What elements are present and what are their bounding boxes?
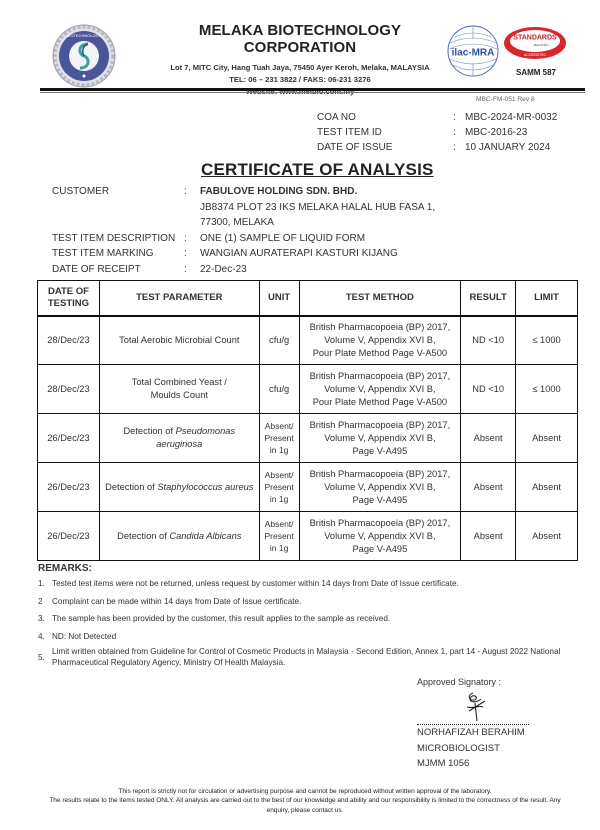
cell-parameter: Detection of Staphylococcus aureus <box>99 463 259 512</box>
document-title: CERTIFICATE OF ANALYSIS <box>201 160 434 179</box>
signature-icon <box>455 689 495 721</box>
signatory-name: NORHAFIZAH BERAHIM <box>417 727 525 738</box>
cell-date: 28/Dec/23 <box>38 316 100 365</box>
test-item-marking-value: WANGIAN AURATERAPI KASTURI KIJANG <box>200 248 398 259</box>
company-info <box>150 22 450 96</box>
remark-text: ND: Not Detected <box>52 631 117 641</box>
company-address: Lot 7, MITC City, Hang Tuah Jaya, 75450 Ayer Keroh, Melaka, MALAYSIA <box>170 63 430 72</box>
date-of-receipt-value: 22-Dec-23 <box>200 263 247 275</box>
remark-text: Complaint can be made within 14 days from Date of Issue certificate. <box>52 596 302 606</box>
cell-date: 26/Dec/23 <box>38 414 100 463</box>
cell-parameter: Total Aerobic Microbial Count <box>99 316 259 365</box>
remark-item <box>38 631 583 642</box>
separator: : <box>184 263 187 275</box>
header-divider-thin <box>40 92 585 93</box>
header-unit: UNIT <box>259 281 299 316</box>
coa-number-value: MBC-2024-MR-0032 <box>465 112 558 123</box>
company-telephone: TEL: 06 – 231 3822 / FAKS: 06-231 3276 <box>229 75 371 84</box>
remark-number: 4. <box>38 631 45 641</box>
customer-address-row-2 <box>52 215 500 231</box>
test-item-marking-label: TEST ITEM MARKING <box>52 248 154 259</box>
accreditation-number: SAMM 587 <box>515 68 556 77</box>
customer-label: CUSTOMER <box>52 186 110 197</box>
cell-limit: Absent <box>516 463 578 512</box>
cell-parameter: Detection of Pseudomonas aeruginosa <box>99 414 259 463</box>
remark-item <box>38 596 583 607</box>
test-item-description-label: TEST ITEM DESCRIPTION <box>52 232 176 244</box>
customer-info <box>52 184 500 277</box>
test-item-id-value: MBC-2016-23 <box>465 127 528 138</box>
test-item-marking-row <box>52 246 500 262</box>
remark-text: Tested test items were not be returned, unless request by customer within 14 days from Date of Issue certificate. <box>52 579 459 588</box>
header-result: RESULT <box>461 281 516 316</box>
cell-limit: ≤ 1000 <box>516 365 578 414</box>
cell-limit: Absent <box>516 512 578 561</box>
date-of-issue-label: DATE OF ISSUE <box>317 142 393 153</box>
test-item-id-label: TEST ITEM ID <box>317 127 382 138</box>
separator: : <box>184 248 187 259</box>
coa-number-label: COA NO <box>317 112 356 123</box>
remark-number: 5. <box>38 653 45 662</box>
table-row <box>38 512 578 561</box>
date-of-receipt-label: DATE OF RECEIPT <box>52 263 141 275</box>
remark-number: 2 <box>38 596 43 606</box>
cell-date: 26/Dec/23 <box>38 463 100 512</box>
cell-result: ND <10 <box>461 316 516 365</box>
date-of-issue-value: 10 JANUARY 2024 <box>465 142 551 153</box>
test-item-description-value: ONE (1) SAMPLE OF LIQUID FORM <box>200 232 366 244</box>
cell-parameter: Detection of Candida Albicans <box>99 512 259 561</box>
cell-method: British Pharmacopoeia (BP) 2017, Volume V, Appendix XVI B, Page V-A495 <box>299 512 461 561</box>
separator: : <box>453 112 456 123</box>
svg-text:STANDARDS: STANDARDS <box>513 34 557 42</box>
standards-malaysia-logo <box>503 26 567 60</box>
separator: : <box>453 142 456 153</box>
header-test-parameter: TEST PARAMETER <box>99 281 259 316</box>
customer-row <box>52 184 500 200</box>
header-divider <box>40 88 585 91</box>
coa-number-row <box>317 110 595 125</box>
date-of-issue-row <box>317 140 595 155</box>
company-seal-logo <box>52 24 116 88</box>
header-test-method: TEST METHOD <box>299 281 461 316</box>
svg-text:ilac-MRA: ilac-MRA <box>451 47 495 59</box>
cell-parameter: Total Combined Yeast / Moulds Count <box>99 365 259 414</box>
coa-details <box>317 110 595 155</box>
svg-text:BIOTECHNOLOGY: BIOTECHNOLOGY <box>66 33 102 38</box>
footer-line-1: This report is strictly not for circulation or advertising purpose and cannot be reproduced without written approval of the laboratory. <box>118 788 492 795</box>
test-item-id-row <box>317 125 595 140</box>
cell-unit: Absent/ Present in 1g <box>259 463 299 512</box>
cell-unit: Absent/ Present in 1g <box>259 414 299 463</box>
table-header-row <box>38 281 578 316</box>
header-date-of-testing: DATE OF TESTING <box>38 281 100 316</box>
cell-result: Absent <box>461 512 516 561</box>
cell-result: ND <10 <box>461 365 516 414</box>
date-of-receipt-row <box>52 262 500 278</box>
header-limit: LIMIT <box>516 281 578 316</box>
cell-method: British Pharmacopoeia (BP) 2017, Volume V, Appendix XVI B, Pour Plate Method Page V-A500 <box>299 365 461 414</box>
separator: : <box>453 127 456 138</box>
footer-line-2: The results relate to the items tested ONLY. All analysis are carried out to the best of our knowledge and ability and our responsibility is limited to the correctness of the result. Any enquiry, please contact us. <box>49 797 561 814</box>
footer-disclaimer <box>40 787 570 815</box>
remark-text: The sample has been provided by the customer, this result applies to the sample as received. <box>52 614 391 623</box>
cell-limit: Absent <box>516 414 578 463</box>
cell-limit: ≤ 1000 <box>516 316 578 365</box>
remarks-section <box>38 563 583 675</box>
cell-method: British Pharmacopoeia (BP) 2017, Volume V, Appendix XVI B, Page V-A495 <box>299 463 461 512</box>
cell-result: Absent <box>461 463 516 512</box>
approved-signatory-label: Approved Signatory : <box>417 677 502 687</box>
signatory-block <box>417 677 529 772</box>
table-row <box>38 414 578 463</box>
signatory-registration: MJMM 1056 <box>417 758 470 769</box>
cell-unit: cfu/g <box>259 365 299 414</box>
cell-date: 26/Dec/23 <box>38 512 100 561</box>
cell-unit: Absent/ Present in 1g <box>259 512 299 561</box>
cell-result: Absent <box>461 414 516 463</box>
company-name: MELAKA BIOTECHNOLOGY CORPORATION <box>198 22 402 56</box>
customer-name: FABULOVE HOLDING SDN. BHD. <box>200 186 358 197</box>
separator: : <box>184 186 187 197</box>
customer-address-row-1 <box>52 200 500 216</box>
separator: : <box>184 232 187 244</box>
form-number: MBC-FM-051 Rev 8 <box>476 96 535 103</box>
cell-method: British Pharmacopoeia (BP) 2017, Volume V, Appendix XVI B, Pour Plate Method Page V-A500 <box>299 316 461 365</box>
table-row <box>38 316 578 365</box>
signatory-title: MICROBIOLOGIST <box>417 742 500 754</box>
svg-text:MALAYSIA: MALAYSIA <box>533 43 549 47</box>
customer-address-line-1: JB8374 PLOT 23 IKS MELAKA HALAL HUB FASA 1, <box>200 201 436 213</box>
remark-item <box>38 578 583 589</box>
remark-number: 3. <box>38 614 45 623</box>
svg-text:ACCREDITED: ACCREDITED <box>523 53 547 57</box>
table-row <box>38 463 578 512</box>
customer-address-line-2: 77300, MELAKA <box>200 217 274 228</box>
remarks-heading: REMARKS: <box>38 563 92 574</box>
cell-method: British Pharmacopoeia (BP) 2017, Volume V, Appendix XVI B, Page V-A495 <box>299 414 461 463</box>
remark-text: Limit written obtained from Guideline for Control of Cosmetic Products in Malaysia - Second Edition, Annex 1, part 14 - August 2022 National Pharmaceutical Regulatory Agency, Ministry Of Health Malaysia. <box>52 647 561 667</box>
remark-item <box>38 646 583 668</box>
remark-item <box>38 613 583 624</box>
remark-number: 1. <box>38 579 45 588</box>
results-table <box>37 280 578 561</box>
test-item-description-row <box>52 231 500 247</box>
ilac-mra-logo <box>447 25 499 77</box>
cell-unit: cfu/g <box>259 316 299 365</box>
table-row <box>38 365 578 414</box>
letterhead <box>0 0 600 95</box>
cell-date: 28/Dec/23 <box>38 365 100 414</box>
